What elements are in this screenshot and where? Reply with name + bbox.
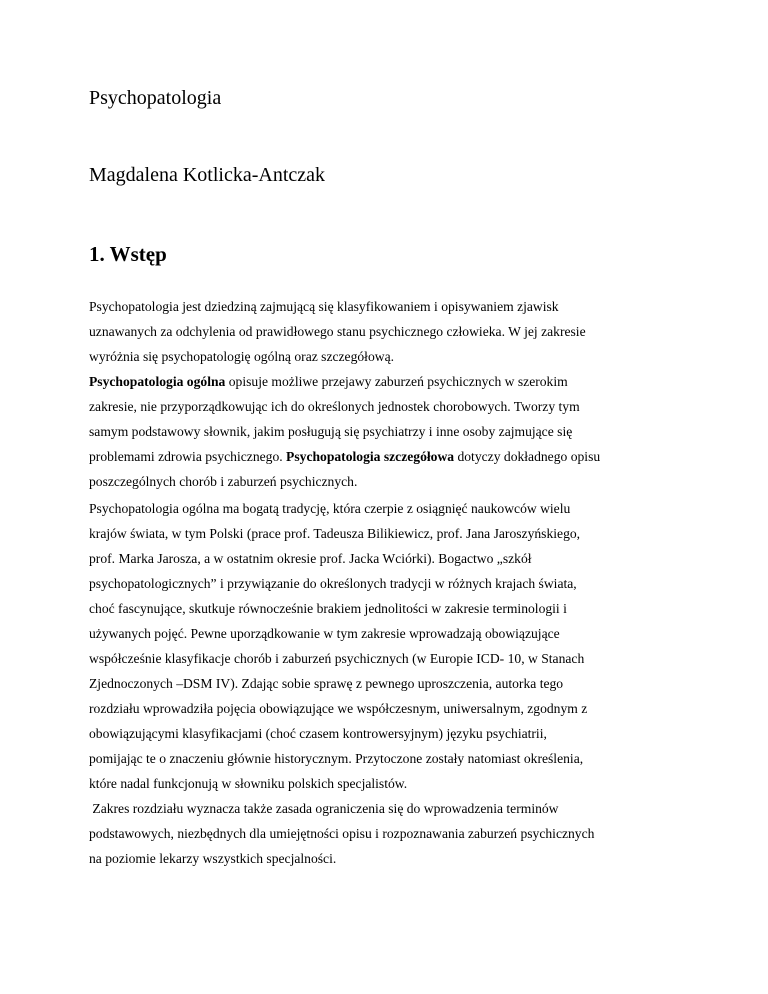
text-line: krajów świata, w tym Polski (prace prof. Tadeusza Bilikiewicz, prof. Jana Jaroszyńskiego, (89, 526, 581, 541)
paragraph-scope (89, 796, 689, 871)
text-line: Psychopatologia jest dziedziną zajmującą się klasyfikowaniem i opisywaniem zjawisk (89, 299, 559, 314)
text-span: problemami zdrowia psychicznego. (89, 449, 287, 464)
text-line: Zjednoczonych –DSM IV). Zdając sobie sprawę z pewnego uproszczenia, autorka tego (89, 676, 564, 691)
text-line (89, 444, 689, 469)
text-span: opisuje możliwe przejawy zaburzeń psychicznych w szerokim (225, 374, 568, 389)
text-span: dotyczy dokładnego opisu (454, 449, 601, 464)
document-title: Psychopatologia (89, 87, 222, 109)
text-line: współcześnie klasyfikacje chorób i zaburzeń psychicznych (w Europie ICD- 10, w Stanach (89, 651, 585, 666)
document-author: Magdalena Kotlicka-Antczak (89, 164, 326, 186)
section-heading: 1. Wstęp (89, 242, 167, 266)
bold-term-general: Psychopatologia ogólna (89, 374, 226, 389)
text-line: Psychopatologia ogólna ma bogatą tradycję, która czerpie z osiągnięć naukowców wielu (89, 501, 571, 516)
text-line: pomijając te o znaczeniu głównie historycznym. Przytoczone zostały natomiast określenia, (89, 751, 584, 766)
text-line: choć fascynujące, skutkuje równocześnie brakiem jednolitości w zakresie terminologii i (89, 601, 567, 616)
text-line: obowiązującymi klasyfikacjami (choć czasem kontrowersyjnym) języku psychiatrii, (89, 726, 547, 741)
text-line (89, 369, 689, 394)
paragraph-definitions (89, 369, 689, 494)
text-line: wyróżnia się psychopatologię ogólną oraz szczegółową. (89, 349, 394, 364)
text-line: używanych pojęć. Pewne uporządkowanie w tym zakresie wprowadzają obowiązujące (89, 626, 560, 641)
text-line: uznawanych za odchylenia od prawidłowego stanu psychicznego człowieka. W jej zakresie (89, 324, 586, 339)
text-line: rozdziału wprowadziła pojęcia obowiązujące we współczesnym, uniwersalnym, zgodnym z (89, 701, 588, 716)
text-line: podstawowych, niezbędnych dla umiejętności opisu i rozpoznawania zaburzeń psychicznych (89, 826, 595, 841)
text-line: psychopatologicznych” i przywiązanie do określonych tradycji w różnych krajach świata, (89, 576, 577, 591)
text-line: samym podstawowy słownik, jakim posługują się psychiatrzy i inne osoby zajmujące się (89, 424, 573, 439)
bold-term-detailed: Psychopatologia szczegółowa (286, 449, 455, 464)
paragraph-intro (89, 294, 689, 369)
text-line: poszczególnych chorób i zaburzeń psychicznych. (89, 474, 358, 489)
body-text-block-1 (89, 294, 689, 494)
text-line: które nadal funkcjonują w słowniku polskich specjalistów. (89, 776, 408, 791)
text-line: prof. Marka Jarosza, a w ostatnim okresie prof. Jacka Wciórki). Bogactwo „szkół (89, 551, 532, 566)
text-line: zakresie, nie przyporządkowując ich do określonych jednostek chorobowych. Tworzy tym (89, 399, 580, 414)
text-line: na poziomie lekarzy wszystkich specjalności. (89, 851, 337, 866)
body-text-block-2 (89, 496, 689, 871)
text-line: Zakres rozdziału wyznacza także zasada ograniczenia się do wprowadzenia terminów (89, 801, 559, 816)
paragraph-tradition (89, 496, 689, 796)
